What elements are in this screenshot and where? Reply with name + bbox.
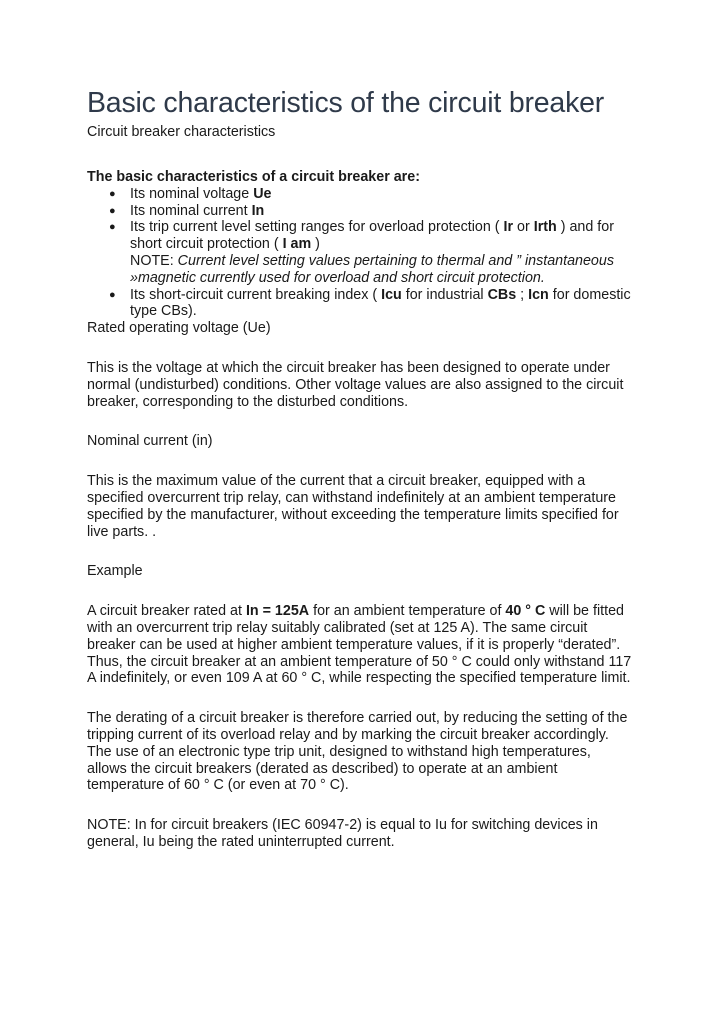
bullet-icon: ● — [109, 204, 116, 217]
intro-heading: The basic characteristics of a circuit breaker are: — [87, 169, 420, 185]
voltage-paragraph: This is the voltage at which the circuit breaker has been designed to operate under normal (undisturbed) conditions. Other voltage values are also assigned to the circuit breaker, corresponding to the disturbed conditions. — [87, 359, 624, 410]
bullet-icon: ● — [109, 221, 116, 234]
derating-paragraph: The derating of a circuit breaker is therefore carried out, by reducing the setting of the tripping current of its overload relay and by marking the circuit breaker accordingly. The use of an electronic type trip unit, designed to withstand high temperatures, allows the circuit breakers (derated as described) to operate at an ambient temperature of 60 ° C (or even at 70 ° C). — [87, 710, 628, 794]
page-title: Basic characteristics of the circuit breaker — [87, 87, 605, 119]
example-heading: Example — [87, 563, 143, 580]
characteristics-list — [87, 186, 634, 320]
list-item: ● Its nominal current In — [109, 202, 265, 219]
nominal-current-paragraph: This is the maximum value of the current that a circuit breaker, equipped with a specified overcurrent trip relay, can withstand indefinitely at an ambient temperature specified by the manufacturer, without exceeding the temperature limits specified for live parts. . — [87, 473, 619, 540]
nominal-current-heading: Nominal current (in) — [87, 433, 213, 450]
note-line: NOTE: Current level setting values pertaining to thermal and ” instantaneous »magnetic currently used for overload and short circuit protection. — [130, 252, 614, 286]
bullet-icon: ● — [109, 187, 116, 200]
list-item: ● Its trip current level setting ranges for overload protection ( Ir or Irth ) and for short circuit protection ( I am ) NOTE: Current level setting values pertaining to thermal and ” instantaneous »magnetic currently used for overload and short circuit protection. — [87, 219, 634, 286]
example-paragraph: A circuit breaker rated at In = 125A for an ambient temperature of 40 ° C will be fitted with an overcurrent trip relay suitably calibrated (set at 125 A). The same circuit breaker can be used at higher ambient temperature values, if it is properly “derated”. Thus, the circuit breaker at an ambient temperature of 50 ° C could only withstand 117 A indefinitely, or even 109 A at 60 ° C, while respecting the specified temperature limit. — [87, 603, 632, 687]
rated-voltage-heading: Rated operating voltage (Ue) — [87, 320, 271, 337]
bullet-icon: ● — [109, 288, 116, 301]
note-paragraph: NOTE: In for circuit breakers (IEC 60947-2) is equal to Iu for switching devices in general, Iu being the rated uninterrupted current. — [87, 817, 598, 850]
list-item: ● Its short-circuit current breaking index ( Icu for industrial CBs ; Icn for domestic type CBs). — [109, 286, 631, 320]
page-subtitle: Circuit breaker characteristics — [87, 124, 276, 140]
list-item: ● Its nominal voltage Ue — [109, 185, 272, 202]
